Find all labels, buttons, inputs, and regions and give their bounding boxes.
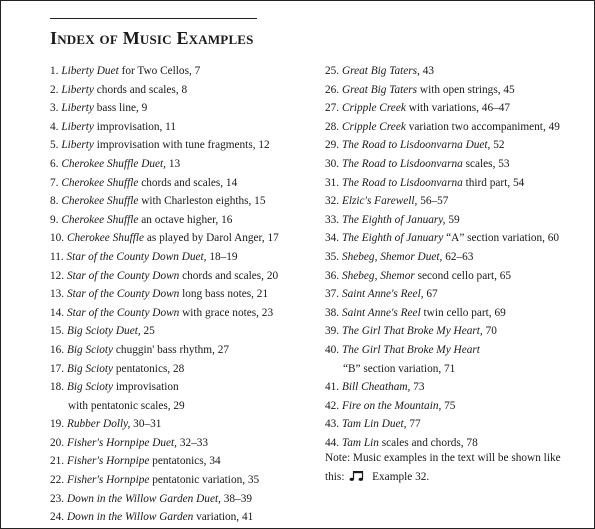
- entry-tune-title: Fisher's Hornpipe: [66, 474, 150, 487]
- entry-number: 23.: [50, 492, 65, 505]
- entry-tune-title: Cripple Creek: [341, 120, 406, 133]
- entry-number: 31.: [325, 176, 340, 189]
- entry-number: 43.: [325, 418, 340, 431]
- entry-description: 43: [422, 65, 435, 77]
- entry-description: an octave higher, 16: [141, 213, 233, 226]
- entry-description: 73: [413, 381, 425, 394]
- entry-description: 70: [485, 325, 497, 338]
- entry-tune-title: Shebeg, Shemor: [341, 269, 415, 282]
- entry-description: 38–39: [223, 492, 252, 505]
- entry-number: 32.: [325, 195, 340, 208]
- index-entry: [325, 136, 593, 155]
- index-entry: [50, 285, 312, 304]
- left-column: [50, 62, 312, 527]
- entry-number: 36.: [325, 269, 340, 282]
- beamed-eighth-notes-icon: [349, 470, 367, 489]
- entry-number: 9.: [50, 213, 59, 226]
- entry-number: 7.: [50, 176, 59, 189]
- entry-description: 13: [168, 157, 181, 170]
- entry-tune-title: Liberty: [61, 83, 94, 96]
- entry-description: long bass notes, 21: [182, 288, 269, 301]
- entry-number: 11.: [50, 250, 64, 263]
- entry-tune-title: Big Scioty Duet,: [66, 325, 141, 338]
- entry-number: 10.: [50, 232, 65, 245]
- entry-description: pentatonic variation, 35: [152, 474, 260, 487]
- entry-description: 18–19: [209, 250, 238, 263]
- index-entry: [50, 118, 312, 137]
- entry-tune-title: Rubber Dolly,: [66, 418, 131, 431]
- index-entry: [325, 248, 593, 267]
- entry-tune-title: Elzic's Farewell,: [341, 195, 418, 208]
- entry-description: with open strings, 45: [419, 83, 515, 96]
- entry-number: 35.: [325, 250, 340, 263]
- entry-tune-title: Cherokee Shuffle: [66, 232, 145, 245]
- note-suffix: Example 32.: [372, 470, 430, 483]
- index-entry: [325, 397, 593, 416]
- entry-number: 6.: [50, 157, 59, 170]
- entry-number: 37.: [325, 288, 340, 301]
- index-entry: [50, 508, 312, 527]
- entry-tune-title: Shebeg, Shemor Duet,: [341, 250, 443, 263]
- index-entry: [50, 174, 312, 193]
- entry-tune-title: Fire on the Mountain,: [341, 399, 442, 412]
- entry-tune-title: Big Scioty: [66, 381, 114, 394]
- entry-description: second cello part, 65: [417, 269, 512, 282]
- entry-description: variation two accompaniment, 49: [408, 120, 560, 133]
- entry-tune-title: The Road to Lisdoonvarna Duet,: [341, 139, 491, 152]
- entry-tune-title: Star of the County Down Duet,: [66, 250, 207, 263]
- entry-number: 4.: [50, 120, 59, 133]
- index-entry: [50, 378, 312, 415]
- note: [325, 449, 590, 488]
- index-entry: [325, 285, 593, 304]
- index-entry: [325, 174, 593, 193]
- entry-number: 20.: [50, 436, 65, 449]
- entry-number: 42.: [325, 399, 340, 412]
- entry-description: 77: [409, 418, 421, 431]
- entry-number: 17.: [50, 362, 65, 375]
- entry-description: 30–31: [133, 418, 162, 431]
- index-entry: [50, 229, 312, 248]
- index-entry: [325, 229, 593, 248]
- entry-tune-title: The Girl That Broke My Heart,: [341, 325, 483, 338]
- entry-tune-title: Down in the Willow Garden Duet,: [66, 492, 221, 505]
- entry-description: 62–63: [445, 250, 474, 263]
- entry-number: 21.: [50, 455, 65, 468]
- index-entry: [325, 322, 593, 341]
- entry-number: 18.: [50, 381, 65, 394]
- entry-description: 67: [426, 288, 438, 301]
- index-entry: [325, 267, 593, 286]
- entry-tune-title: Star of the County Down: [66, 306, 180, 319]
- index-entry: [50, 136, 312, 155]
- entry-number: 25.: [325, 65, 340, 77]
- entry-number: 16.: [50, 343, 65, 356]
- entry-description: chords and scales, 8: [96, 83, 188, 96]
- entry-tune-title: Liberty: [61, 102, 94, 115]
- entry-tune-title: Fisher's Hornpipe: [66, 455, 150, 468]
- entry-description: twin cello part, 69: [423, 306, 506, 319]
- entry-description: chords and scales, 20: [182, 269, 279, 282]
- note-line-1: Note: Music examples in the text will be shown like: [325, 452, 561, 464]
- entry-tune-title: Cherokee Shuffle: [61, 213, 139, 226]
- index-entry: [50, 304, 312, 323]
- entry-description: pentatonics, 28: [115, 362, 185, 375]
- index-entry: [50, 267, 312, 286]
- entry-number: 19.: [50, 418, 65, 431]
- entry-description: variation, 41: [196, 511, 254, 524]
- entry-tune-title: Great Big Taters: [341, 83, 418, 96]
- entry-description: scales, 53: [465, 157, 510, 170]
- entry-tune-title: Great Big Taters,: [341, 65, 420, 77]
- entry-number: 39.: [325, 325, 340, 338]
- entry-tune-title: Star of the County Down: [66, 269, 180, 282]
- entry-description: 75: [444, 399, 456, 412]
- entry-description: improvisation: [115, 381, 179, 394]
- entry-number: 38.: [325, 306, 340, 319]
- entry-description: chuggin' bass rhythm, 27: [115, 343, 230, 356]
- entry-description: improvisation, 11: [96, 120, 177, 133]
- entry-tune-title: Saint Anne's Reel,: [341, 288, 424, 301]
- entry-number: 1.: [50, 65, 59, 77]
- index-entry: [50, 81, 312, 100]
- entry-description: as played by Darol Anger, 17: [146, 232, 279, 245]
- entry-tune-title: Big Scioty: [66, 343, 114, 356]
- entry-description: 52: [493, 139, 505, 152]
- entry-number: 14.: [50, 306, 65, 319]
- entry-description: 25: [143, 325, 155, 338]
- entry-number: 26.: [325, 83, 340, 96]
- entry-number: 15.: [50, 325, 65, 338]
- index-entry: [50, 248, 312, 267]
- entry-description: 32–33: [179, 436, 209, 449]
- index-entry: [50, 341, 312, 360]
- note-prefix: this:: [325, 470, 345, 483]
- entry-tune-title: The Girl That Broke My Heart: [341, 343, 480, 356]
- entry-number: 40.: [325, 343, 340, 356]
- index-entry: [50, 471, 312, 490]
- index-entry: [50, 415, 312, 434]
- index-entry: [325, 415, 593, 434]
- entry-tune-title: The Road to Lisdoonvarna: [341, 176, 463, 189]
- entry-number: 27.: [325, 102, 340, 115]
- entry-number: 8.: [50, 195, 59, 208]
- index-entry: [50, 360, 312, 379]
- entry-number: 24.: [50, 511, 65, 524]
- entry-tune-title: Saint Anne's Reel: [341, 306, 421, 319]
- entry-tune-title: Big Scioty: [66, 362, 114, 375]
- entry-tune-title: Liberty: [61, 120, 94, 133]
- index-entry: [325, 211, 593, 230]
- entry-number: 34.: [325, 232, 340, 245]
- right-column: [325, 62, 593, 452]
- entry-tune-title: Tam Lin Duet,: [341, 418, 407, 431]
- index-entry: [325, 99, 593, 118]
- entry-number: 2.: [50, 83, 59, 96]
- index-entry: [50, 434, 312, 453]
- entry-number: 44.: [325, 436, 340, 449]
- entry-description: with variations, 46–47: [408, 102, 511, 115]
- entry-number: 12.: [50, 269, 65, 282]
- entry-continuation: with pentatonic scales, 29: [68, 399, 185, 412]
- page-title: Index of Music Examples: [50, 28, 254, 48]
- entry-tune-title: Cherokee Shuffle Duet,: [61, 157, 166, 170]
- entry-tune-title: Star of the County Down: [66, 288, 180, 301]
- entry-description: with grace notes, 23: [182, 306, 274, 319]
- entry-description: pentatonics, 34: [152, 455, 221, 468]
- index-entry: [50, 99, 312, 118]
- entry-description: for Two Cellos, 7: [121, 65, 201, 77]
- index-entry: [50, 211, 312, 230]
- entry-tune-title: Bill Cheatham,: [341, 381, 411, 394]
- entry-description: with Charleston eighths, 15: [141, 195, 266, 208]
- entry-description: third part, 54: [465, 176, 525, 189]
- entry-tune-title: Cripple Creek: [341, 102, 406, 115]
- entry-number: 13.: [50, 288, 65, 301]
- entry-number: 33.: [325, 213, 340, 226]
- entry-continuation: “B” section variation, 71: [343, 362, 456, 375]
- index-entry: [325, 378, 593, 397]
- note-line-2: [325, 468, 590, 489]
- index-entry: [325, 304, 593, 323]
- index-entry: [50, 490, 312, 509]
- entry-number: 28.: [325, 120, 340, 133]
- entry-description: bass line, 9: [96, 102, 148, 115]
- index-entry: [325, 81, 593, 100]
- index-entry: [50, 155, 312, 174]
- entry-description: 59: [448, 213, 460, 226]
- entry-tune-title: The Eighth of January: [341, 232, 444, 245]
- entry-description: improvisation with tune fragments, 12: [96, 139, 270, 152]
- index-entry: [325, 62, 593, 81]
- index-entry: [50, 322, 312, 341]
- entry-number: 41.: [325, 381, 340, 394]
- entry-description: chords and scales, 14: [141, 176, 238, 189]
- entry-tune-title: The Road to Lisdoonvarna: [341, 157, 463, 170]
- entry-number: 30.: [325, 157, 340, 170]
- index-entry: [325, 155, 593, 174]
- entry-number: 5.: [50, 139, 59, 152]
- entry-tune-title: Liberty Duet: [61, 65, 119, 77]
- entry-number: 22.: [50, 474, 65, 487]
- entry-tune-title: Liberty: [61, 139, 94, 152]
- index-entry: [325, 341, 593, 378]
- entry-tune-title: Fisher's Hornpipe Duet,: [66, 436, 177, 449]
- index-entry: [50, 452, 312, 471]
- entry-number: 3.: [50, 102, 59, 115]
- entry-tune-title: Down in the Willow Garden: [66, 511, 194, 524]
- index-entry: [50, 192, 312, 211]
- index-entry: [325, 118, 593, 137]
- index-entry: [325, 192, 593, 211]
- entry-number: 29.: [325, 139, 340, 152]
- index-entry: [50, 62, 312, 81]
- entry-tune-title: Tam Lin: [341, 436, 379, 449]
- entry-description: 56–57: [420, 195, 449, 208]
- entry-description: “A” section variation, 60: [446, 232, 560, 245]
- entry-tune-title: Cherokee Shuffle: [61, 176, 139, 189]
- entry-tune-title: The Eighth of January,: [341, 213, 446, 226]
- entry-description: scales and chords, 78: [381, 436, 478, 449]
- title-rule: [50, 18, 257, 19]
- entry-tune-title: Cherokee Shuffle: [61, 195, 139, 208]
